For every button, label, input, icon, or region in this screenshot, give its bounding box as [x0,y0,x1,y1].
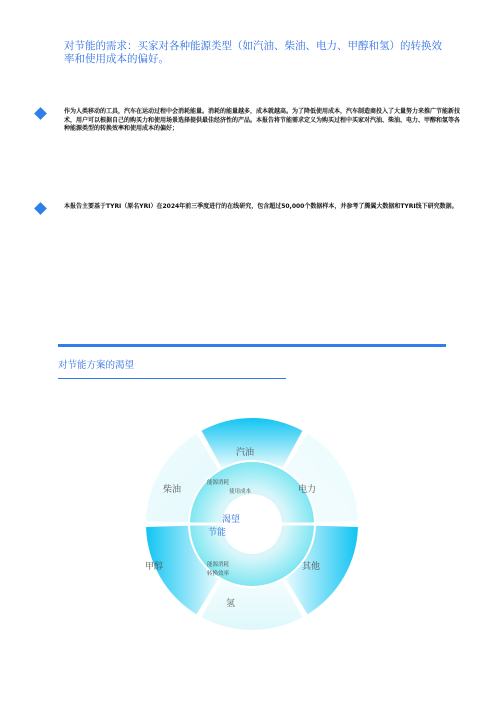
segment-label-diesel: 柴油 [163,485,182,495]
segment-label-methanol: 甲醇 [145,562,164,572]
intro-title: 对节能的需求：买家对各种能源类型（如汽油、柴油、电力、甲醇和氢）的转换效率和使用成本的偏好。 [64,40,442,65]
paragraph-data-source: 本报告主要基于TYRI（原名YRI）在2024年前三季度进行的在线研究，包含超过50,000个数据样本，并参考了腾翼大数据和TYRI线下研究数据。 [64,203,458,210]
inner-bottom-line2: 转换效率 [207,571,230,577]
inner-top-line2: 使用成本 [229,489,252,495]
inner-top-line1: 能源消耗 [207,480,230,486]
segment-label-gasoline: 汽油 [236,448,255,458]
center-label-line1: 渴望 [222,515,241,525]
segment-hydrogen [202,580,303,630]
paragraph-energy-demand: 作为人类移动的工具，汽车在运动过程中会消耗能量。消耗的能量越多，成本就越高。为了降低使用成本，汽车制造商投入了大量努力来推广节能新技术，用户可以根据自己的购买力和使用场景选择提供最佳经济性的产品。本报告将节能需求定义为购买过程中买家对汽油、柴油、电力、甲醇和氢等各种能源类型的转换效率和使用成本的偏好； [64,108,461,132]
section-title: 对节能方案的渴望 [58,360,135,371]
segment-label-other: 其他 [302,562,321,572]
segment-label-hydrogen: 氢 [226,599,236,609]
segment-label-electric: 电力 [298,485,317,495]
segment-gasoline [202,418,303,468]
inner-bottom-line1: 能源消耗 [207,562,230,568]
center-label-line2: 节能 [208,528,227,538]
